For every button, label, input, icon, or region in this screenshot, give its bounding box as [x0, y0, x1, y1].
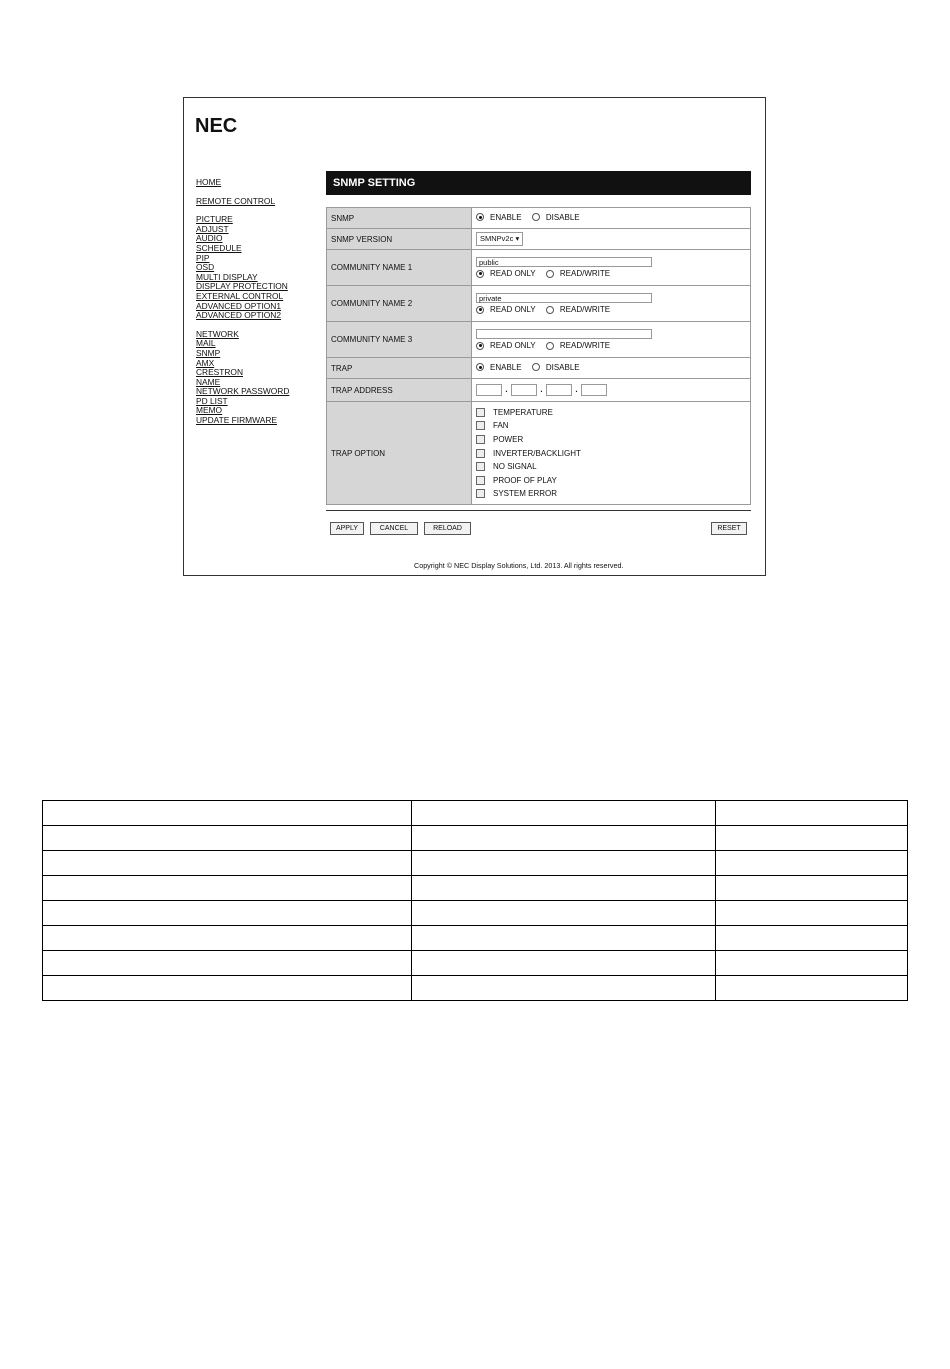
trap-disable-label: DISABLE [545, 362, 580, 372]
community1-read-write-radio[interactable] [546, 270, 554, 278]
community-name-1-input[interactable]: public [476, 257, 652, 267]
nav-schedule[interactable]: SCHEDULE [196, 242, 242, 253]
checkbox-label: POWER [493, 434, 524, 444]
web-ui-screenshot [183, 97, 766, 576]
reload-button[interactable]: RELOAD [424, 522, 471, 535]
community-name-2-label: COMMUNITY NAME 2 [327, 286, 472, 322]
community-name-3-input[interactable] [476, 329, 652, 339]
nav-multi-display[interactable]: MULTI DISPLAY [196, 271, 258, 282]
snmp-enable-radio[interactable] [476, 213, 484, 221]
nav-crestron[interactable]: CRESTRON [196, 367, 243, 378]
read-write-label: READ/WRITE [559, 269, 611, 279]
table-row [43, 901, 908, 926]
snmp-version-value: SMNPv2c [480, 234, 514, 243]
trap-address-label: TRAP ADDRESS [327, 379, 472, 402]
read-only-label: READ ONLY [490, 269, 536, 279]
nav-remote-control[interactable]: REMOTE CONTROL [196, 195, 276, 206]
community-name-3-label: COMMUNITY NAME 3 [327, 322, 472, 358]
temperature-checkbox[interactable] [476, 408, 485, 417]
snmp-disable-radio[interactable] [532, 213, 540, 221]
table-row [43, 801, 908, 826]
community2-read-only-radio[interactable] [476, 306, 484, 314]
read-write-label: READ/WRITE [559, 305, 611, 315]
copyright-text: Copyright © NEC Display Solutions, Ltd. 2013. All rights reserved. [414, 561, 624, 570]
table-row [43, 926, 908, 951]
nav-amx[interactable]: AMX [196, 357, 215, 368]
ip-separator: . [540, 385, 543, 395]
chevron-down-icon: ▾ [515, 234, 520, 243]
no-signal-checkbox[interactable] [476, 462, 485, 471]
nav-advanced-option2[interactable]: ADVANCED OPTION2 [196, 310, 282, 321]
nav-pip[interactable]: PIP [196, 252, 210, 263]
proof-of-play-checkbox[interactable] [476, 476, 485, 485]
trap-enable-radio[interactable] [476, 363, 484, 371]
snmp-version-select[interactable] [476, 232, 523, 246]
checkbox-label: SYSTEM ERROR [493, 489, 558, 499]
sidebar-nav [196, 178, 289, 426]
read-write-label: READ/WRITE [559, 341, 611, 351]
community3-read-only-radio[interactable] [476, 342, 484, 350]
nav-network[interactable]: NETWORK [196, 328, 239, 339]
snmp-disable-label: DISABLE [545, 212, 580, 222]
nav-pd-list[interactable]: PD LIST [196, 395, 228, 406]
trap-address-octet-1[interactable] [476, 384, 502, 396]
table-row [43, 951, 908, 976]
nav-memo[interactable]: MEMO [196, 405, 223, 416]
cancel-button[interactable]: CANCEL [370, 522, 418, 535]
checkbox-label: TEMPERATURE [493, 407, 553, 417]
checkbox-label: PROOF OF PLAY [493, 475, 557, 485]
nav-home[interactable]: HOME [196, 177, 222, 187]
table-row [43, 976, 908, 1001]
trap-disable-radio[interactable] [532, 363, 540, 371]
ip-separator: . [505, 385, 508, 395]
snmp-settings-form [326, 207, 751, 505]
nav-external-control[interactable]: EXTERNAL CONTROL [196, 290, 284, 301]
trap-enable-label: ENABLE [490, 362, 522, 372]
divider [326, 510, 751, 511]
community2-read-write-radio[interactable] [546, 306, 554, 314]
nav-osd[interactable]: OSD [196, 262, 215, 273]
reset-button[interactable]: RESET [711, 522, 747, 535]
nav-adjust[interactable]: ADJUST [196, 223, 229, 234]
nav-update-firmware[interactable]: UPDATE FIRMWARE [196, 415, 277, 426]
read-only-label: READ ONLY [490, 341, 536, 351]
inverter-backlight-checkbox[interactable] [476, 449, 485, 458]
checkbox-label: INVERTER/BACKLIGHT [493, 448, 581, 458]
trap-address-octet-2[interactable] [511, 384, 537, 396]
nav-mail[interactable]: MAIL [196, 338, 216, 349]
power-checkbox[interactable] [476, 435, 485, 444]
trap-option-label: TRAP OPTION [327, 402, 472, 505]
ip-separator: . [575, 385, 578, 395]
fan-checkbox[interactable] [476, 421, 485, 430]
system-error-checkbox[interactable] [476, 489, 485, 498]
snmp-version-label: SNMP VERSION [327, 229, 472, 250]
snmp-enable-label: ENABLE [490, 212, 522, 222]
read-only-label: READ ONLY [490, 305, 536, 315]
empty-table [42, 800, 908, 1001]
table-row [43, 876, 908, 901]
nav-display-protection[interactable]: DISPLAY PROTECTION [196, 281, 288, 292]
page-title: SNMP SETTING [326, 171, 751, 195]
trap-address-octet-3[interactable] [546, 384, 572, 396]
trap-label: TRAP [327, 358, 472, 379]
checkbox-label: NO SIGNAL [493, 462, 537, 472]
community-name-1-label: COMMUNITY NAME 1 [327, 250, 472, 286]
table-row [43, 826, 908, 851]
community3-read-write-radio[interactable] [546, 342, 554, 350]
snmp-label: SNMP [327, 208, 472, 229]
table-row [43, 851, 908, 876]
nav-picture[interactable]: PICTURE [196, 214, 233, 225]
nav-audio[interactable]: AUDIO [196, 233, 223, 244]
trap-address-octet-4[interactable] [581, 384, 607, 396]
community-name-2-input[interactable]: private [476, 293, 652, 303]
checkbox-label: FAN [493, 421, 509, 431]
nav-advanced-option1[interactable]: ADVANCED OPTION1 [196, 300, 282, 311]
nec-logo: NEC [195, 115, 238, 137]
nav-network-password[interactable]: NETWORK PASSWORD [196, 386, 290, 397]
community1-read-only-radio[interactable] [476, 270, 484, 278]
apply-button[interactable]: APPLY [330, 522, 364, 535]
nav-name[interactable]: NAME [196, 376, 221, 387]
nav-snmp[interactable]: SNMP [196, 347, 221, 358]
